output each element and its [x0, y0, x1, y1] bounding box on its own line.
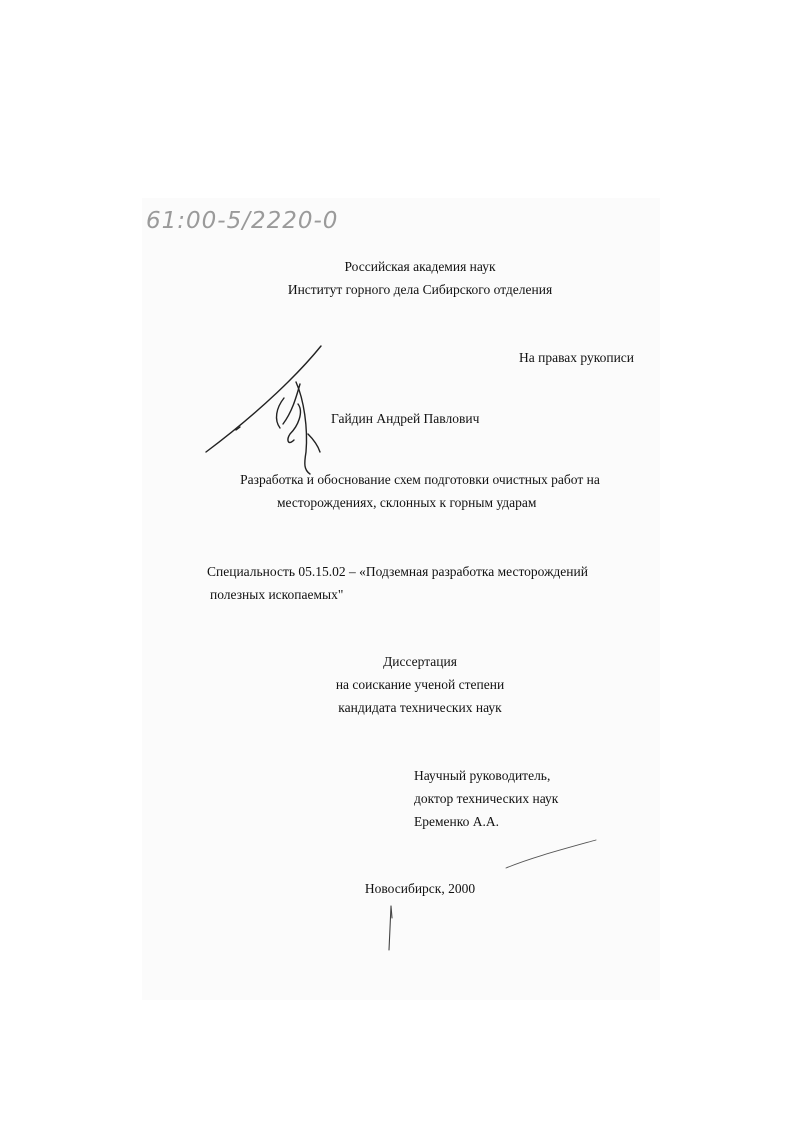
- archive-stamp: 61:00-5/2220-0: [146, 208, 339, 234]
- specialty-line-2: полезных ископаемых": [210, 587, 344, 602]
- specialty-line-1: Специальность 05.15.02 – «Подземная разработка месторождений: [207, 564, 588, 579]
- supervisor-line-3: Еременко А.А.: [414, 814, 499, 829]
- thesis-title-line-2: месторождениях, склонных к горным ударам: [277, 495, 537, 510]
- degree-line-3: кандидата технических наук: [338, 700, 502, 715]
- city-year: Новосибирск, 2000: [364, 881, 476, 896]
- manuscript-note: На правах рукописи: [519, 350, 635, 365]
- supervisor-line-2: доктор технических наук: [414, 791, 559, 806]
- degree-line-2: на соискание ученой степени: [335, 677, 505, 692]
- supervisor-line-1: Научный руководитель,: [414, 768, 551, 783]
- author-name: Гайдин Андрей Павлович: [331, 411, 480, 426]
- academy-name: Российская академия наук: [344, 259, 496, 274]
- supervisor-signature: [506, 840, 596, 868]
- degree-line-1: Диссертация: [383, 654, 457, 669]
- thesis-title-line-1: Разработка и обоснование схем подготовки очистных работ на: [240, 472, 600, 487]
- author-signature: [206, 346, 321, 474]
- scan-artifacts: [389, 906, 392, 950]
- institute-name: Институт горного дела Сибирского отделения: [287, 282, 553, 297]
